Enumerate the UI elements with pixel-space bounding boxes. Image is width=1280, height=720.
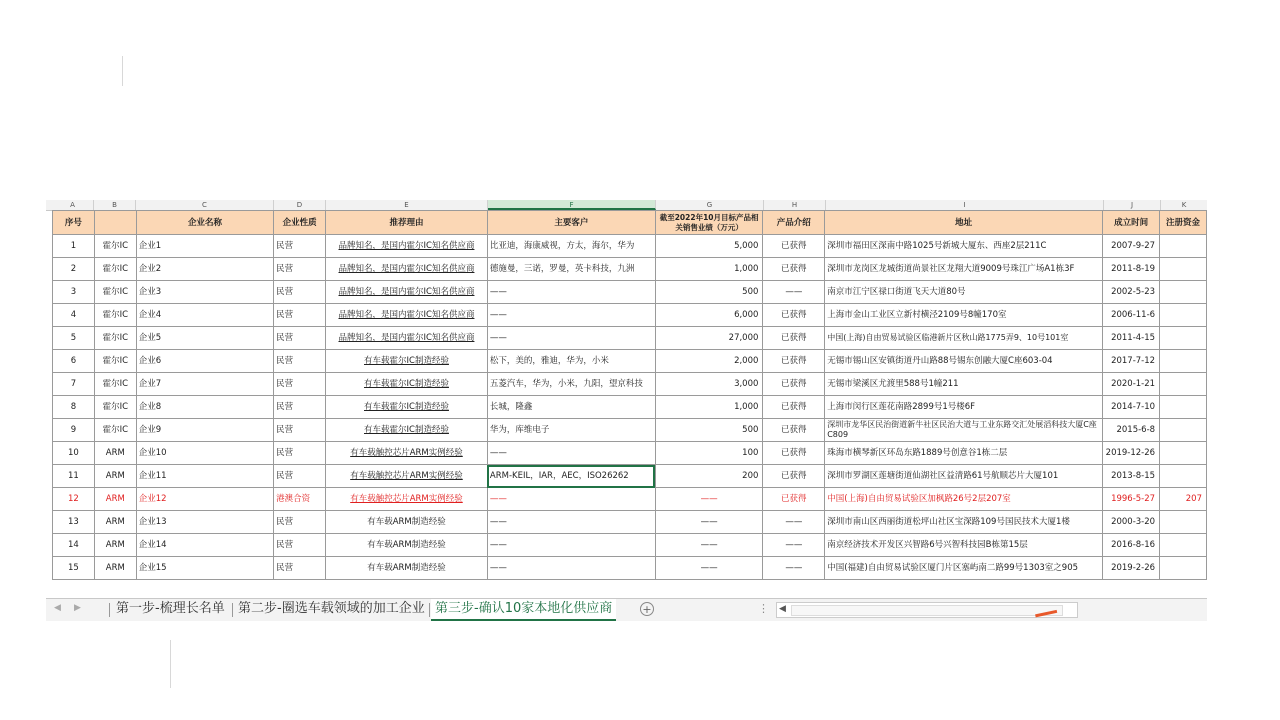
cell-sales[interactable]: 100	[655, 442, 763, 465]
cell-name[interactable]: 企业4	[136, 304, 273, 327]
cell-clients[interactable]: ——	[487, 511, 655, 534]
data-grid	[52, 210, 1207, 580]
cell-name[interactable]: 企业11	[136, 465, 273, 488]
cell-reason[interactable]: 有车载霍尔IC制造经验	[326, 373, 488, 396]
header-cell[interactable]: 序号	[53, 211, 95, 235]
cell-nature[interactable]: 民营	[274, 442, 326, 465]
cell-name[interactable]: 企业6	[136, 350, 273, 373]
cell-nature[interactable]: 民营	[274, 304, 326, 327]
tab-step-2[interactable]: 第二步-圈选车载领域的加工企业	[238, 601, 425, 616]
cell-intro[interactable]: 已获得	[763, 442, 825, 465]
cell-sales[interactable]: ——	[655, 488, 763, 511]
cell-type[interactable]: 霍尔IC	[94, 304, 136, 327]
cell-reason[interactable]: 品牌知名，是国内霍尔IC知名供应商	[326, 258, 488, 281]
tab-step-1[interactable]: 第一步-梳理长名单	[116, 601, 225, 616]
column-header-c[interactable]: C	[136, 200, 274, 210]
cell-capital[interactable]	[1160, 465, 1207, 488]
cell-reason[interactable]: 有车载触控芯片ARM实例经验	[326, 442, 488, 465]
cell-addr[interactable]: 中国(福建)自由贸易试验区厦门片区塞屿南二路99号1303室之905	[825, 557, 1103, 580]
cell-type[interactable]: 霍尔IC	[94, 281, 136, 304]
cell-name[interactable]: 企业10	[136, 442, 273, 465]
column-header-i[interactable]: I	[826, 200, 1104, 210]
cell-clients[interactable]: 松下，美的，雅迪，华为，小米	[487, 350, 655, 373]
cell-date[interactable]: 2016-8-16	[1103, 534, 1160, 557]
cell-clients[interactable]: ——	[487, 281, 655, 304]
scroll-left-icon[interactable]: ◀	[779, 604, 786, 614]
header-row	[53, 211, 1207, 235]
cell-nature[interactable]: 民营	[274, 396, 326, 419]
cell-capital[interactable]	[1160, 327, 1207, 350]
table-row	[53, 534, 1207, 557]
cell-capital[interactable]	[1160, 534, 1207, 557]
header-cell[interactable]: 地址	[825, 211, 1103, 235]
cell-type[interactable]: 霍尔IC	[94, 258, 136, 281]
cell-capital[interactable]: 207	[1160, 488, 1207, 511]
table-row	[53, 419, 1207, 442]
cell-intro[interactable]: 已获得	[763, 465, 825, 488]
cell-no[interactable]: 1	[53, 235, 95, 258]
cell-type[interactable]: ARM	[94, 488, 136, 511]
prev-sheet-icon[interactable]: ◀	[54, 603, 61, 613]
header-cell[interactable]: 推荐理由	[326, 211, 488, 235]
cell-intro[interactable]: 已获得	[763, 258, 825, 281]
cell-addr[interactable]: 无锡市梁溪区尤渡里588号1幢211	[825, 373, 1103, 396]
horizontal-scrollbar[interactable]	[776, 602, 1078, 618]
cell-reason[interactable]: 品牌知名，是国内霍尔IC知名供应商	[326, 304, 488, 327]
cell-date[interactable]: 2000-3-20	[1103, 511, 1160, 534]
cell-capital[interactable]	[1160, 557, 1207, 580]
tab-step-3[interactable]: 第三步-确认10家本地化供应商	[431, 599, 616, 621]
spreadsheet-view	[46, 200, 1207, 620]
cell-nature[interactable]: 港澳合资	[274, 488, 326, 511]
cell-addr[interactable]: 南京市江宁区禄口街道飞天大道80号	[825, 281, 1103, 304]
cell-type[interactable]: 霍尔IC	[94, 419, 136, 442]
header-cell[interactable]: 成立时间	[1103, 211, 1160, 235]
cell-name[interactable]: 企业3	[136, 281, 273, 304]
cell-date[interactable]: 2011-8-19	[1103, 258, 1160, 281]
cell-date[interactable]: 2017-7-12	[1103, 350, 1160, 373]
cell-date[interactable]: 2011-4-15	[1103, 327, 1160, 350]
tab-divider	[109, 603, 110, 617]
cell-clients[interactable]: ——	[487, 488, 655, 511]
cell-no[interactable]: 12	[53, 488, 95, 511]
cell-capital[interactable]	[1160, 350, 1207, 373]
cell-intro[interactable]: ——	[763, 511, 825, 534]
cell-no[interactable]: 15	[53, 557, 95, 580]
cell-reason[interactable]: 有车载ARM制造经验	[326, 534, 488, 557]
cell-addr[interactable]: 中国(上海)自由贸易试验区加枫路26号2层207室	[825, 488, 1103, 511]
cell-capital[interactable]	[1160, 396, 1207, 419]
cell-name[interactable]: 企业5	[136, 327, 273, 350]
cell-date[interactable]: 2019-12-26	[1103, 442, 1160, 465]
cell-capital[interactable]	[1160, 373, 1207, 396]
cell-intro[interactable]: ——	[763, 534, 825, 557]
cell-no[interactable]: 10	[53, 442, 95, 465]
more-options-icon[interactable]: ⋮	[758, 602, 769, 615]
cell-clients[interactable]: ——	[487, 557, 655, 580]
cell-addr[interactable]: 南京经济技术开发区兴智路6号兴智科技园B栋第15层	[825, 534, 1103, 557]
cell-intro[interactable]: 已获得	[763, 396, 825, 419]
cell-type[interactable]: ARM	[94, 534, 136, 557]
cell-sales[interactable]: 2,000	[655, 350, 763, 373]
cell-nature[interactable]: 民营	[274, 258, 326, 281]
column-header-e[interactable]: E	[326, 200, 488, 210]
cell-capital[interactable]	[1160, 511, 1207, 534]
table-row	[53, 304, 1207, 327]
cell-nature[interactable]: 民营	[274, 465, 326, 488]
table-row	[53, 350, 1207, 373]
header-cell[interactable]: 企业性质	[274, 211, 326, 235]
cell-sales[interactable]: 3,000	[655, 373, 763, 396]
table-row	[53, 488, 1207, 511]
cell-type[interactable]: 霍尔IC	[94, 350, 136, 373]
cell-clients[interactable]: ARM-KEIL，IAR，AEC，ISO26262	[487, 465, 655, 488]
header-cell[interactable]: 主要客户	[487, 211, 655, 235]
cell-reason[interactable]: 有车载ARM制造经验	[326, 557, 488, 580]
cell-nature[interactable]: 民营	[274, 235, 326, 258]
cell-intro[interactable]: 已获得	[763, 373, 825, 396]
cell-clients[interactable]: 德施曼，三诺，罗曼，英卡科技，九洲	[487, 258, 655, 281]
cell-addr[interactable]: 无锡市锡山区安镇街道丹山路88号锡东创融大厦C座603-04	[825, 350, 1103, 373]
cell-no[interactable]: 5	[53, 327, 95, 350]
cell-name[interactable]: 企业7	[136, 373, 273, 396]
cell-reason[interactable]: 有车载霍尔IC制造经验	[326, 350, 488, 373]
header-cell[interactable]: 注册资金	[1160, 211, 1207, 235]
table-row	[53, 281, 1207, 304]
cell-type[interactable]: ARM	[94, 557, 136, 580]
cell-sales[interactable]: ——	[655, 534, 763, 557]
cell-type[interactable]: ARM	[94, 465, 136, 488]
cell-date[interactable]: 2002-5-23	[1103, 281, 1160, 304]
cell-sales[interactable]: 6,000	[655, 304, 763, 327]
cell-date[interactable]: 1996-5-27	[1103, 488, 1160, 511]
cell-nature[interactable]: 民营	[274, 557, 326, 580]
cell-nature[interactable]: 民营	[274, 350, 326, 373]
cell-addr[interactable]: 深圳市南山区西丽街道松坪山社区宝深路109号国民技术大厦1楼	[825, 511, 1103, 534]
cell-no[interactable]: 3	[53, 281, 95, 304]
cell-reason[interactable]: 品牌知名，是国内霍尔IC知名供应商	[326, 235, 488, 258]
cell-name[interactable]: 企业2	[136, 258, 273, 281]
cell-intro[interactable]: 已获得	[763, 488, 825, 511]
cell-type[interactable]: 霍尔IC	[94, 396, 136, 419]
table-row	[53, 442, 1207, 465]
cell-clients[interactable]: ——	[487, 327, 655, 350]
cell-addr[interactable]: 深圳市龙华区民治街道新牛社区民治大道与工业东路交汇处展滔科技大厦C座C809	[825, 419, 1103, 442]
cell-sales[interactable]: 5,000	[655, 235, 763, 258]
cell-reason[interactable]: 有车载触控芯片ARM实例经验	[326, 488, 488, 511]
cell-clients[interactable]: ——	[487, 534, 655, 557]
cell-date[interactable]: 2015-6-8	[1103, 419, 1160, 442]
cell-no[interactable]: 6	[53, 350, 95, 373]
cell-sales[interactable]: 1,000	[655, 258, 763, 281]
cell-sales[interactable]: ——	[655, 557, 763, 580]
cell-clients[interactable]: ——	[487, 442, 655, 465]
cell-name[interactable]: 企业13	[136, 511, 273, 534]
faint-divider-bottom	[170, 640, 171, 688]
cell-nature[interactable]: 民营	[274, 373, 326, 396]
cell-name[interactable]: 企业12	[136, 488, 273, 511]
cell-intro[interactable]: 已获得	[763, 327, 825, 350]
cell-capital[interactable]	[1160, 281, 1207, 304]
cell-nature[interactable]: 民营	[274, 419, 326, 442]
cell-intro[interactable]: 已获得	[763, 419, 825, 442]
column-header-a[interactable]: A	[52, 200, 94, 210]
cell-name[interactable]: 企业1	[136, 235, 273, 258]
cell-type[interactable]: 霍尔IC	[94, 235, 136, 258]
cell-intro[interactable]: 已获得	[763, 235, 825, 258]
cell-no[interactable]: 8	[53, 396, 95, 419]
column-header-d[interactable]: D	[274, 200, 326, 210]
tab-divider	[429, 603, 430, 617]
column-header-h[interactable]: H	[764, 200, 826, 210]
tab-divider	[232, 603, 233, 617]
cell-addr[interactable]: 中国(上海)自由贸易试验区临港新片区秋山路1775弄9、10号101室	[825, 327, 1103, 350]
cell-addr[interactable]: 上海市闵行区莲花南路2899号1号楼6F	[825, 396, 1103, 419]
cell-clients[interactable]: 长城，隆鑫	[487, 396, 655, 419]
cell-addr[interactable]: 深圳市龙岗区龙城街道尚景社区龙翔大道9009号珠江广场A1栋3F	[825, 258, 1103, 281]
next-sheet-icon[interactable]: ▶	[74, 603, 81, 613]
column-header-k[interactable]: K	[1161, 200, 1207, 210]
cell-intro[interactable]: ——	[763, 557, 825, 580]
cell-sales[interactable]: 500	[655, 281, 763, 304]
add-sheet-icon[interactable]: +	[640, 602, 654, 616]
cell-nature[interactable]: 民营	[274, 511, 326, 534]
table-row	[53, 327, 1207, 350]
cell-addr[interactable]: 深圳市罗湖区莲塘街道仙湖社区益清路61号航顺芯片大厦101	[825, 465, 1103, 488]
cell-clients[interactable]: 五菱汽车，华为，小米，九阳，望京科技	[487, 373, 655, 396]
cell-addr[interactable]: 深圳市福田区深南中路1025号新城大厦东、西座2层211C	[825, 235, 1103, 258]
cell-no[interactable]: 9	[53, 419, 95, 442]
cell-clients[interactable]: 比亚迪，海康威视，方太，海尔，华为	[487, 235, 655, 258]
cell-capital[interactable]	[1160, 258, 1207, 281]
cell-addr[interactable]: 上海市金山工业区立新村横泾2109号8幢170室	[825, 304, 1103, 327]
cell-reason[interactable]: 品牌知名，是国内霍尔IC知名供应商	[326, 281, 488, 304]
cell-name[interactable]: 企业15	[136, 557, 273, 580]
cell-capital[interactable]	[1160, 419, 1207, 442]
faint-divider-top	[122, 56, 123, 86]
table-row	[53, 235, 1207, 258]
table-row	[53, 557, 1207, 580]
cell-reason[interactable]: 有车载触控芯片ARM实例经验	[326, 465, 488, 488]
cell-nature[interactable]: 民营	[274, 327, 326, 350]
sheet-tab-bar	[46, 598, 1207, 621]
cell-clients[interactable]: 华为，库维电子	[487, 419, 655, 442]
cell-reason[interactable]: 品牌知名，是国内霍尔IC知名供应商	[326, 327, 488, 350]
table-row	[53, 465, 1207, 488]
header-cell[interactable]	[94, 211, 136, 235]
table-row	[53, 258, 1207, 281]
cell-date[interactable]: 2020-1-21	[1103, 373, 1160, 396]
cell-sales[interactable]: 200	[655, 465, 763, 488]
cell-no[interactable]: 2	[53, 258, 95, 281]
table-row	[53, 396, 1207, 419]
column-header-f[interactable]: F	[488, 200, 656, 210]
header-cell[interactable]: 产品介绍	[763, 211, 825, 235]
cell-type[interactable]: ARM	[94, 511, 136, 534]
cell-capital[interactable]	[1160, 442, 1207, 465]
column-header-b[interactable]: B	[94, 200, 136, 210]
table-row	[53, 511, 1207, 534]
header-cell[interactable]: 截至2022年10月目标产品相关销售业绩（万元）	[655, 211, 763, 235]
cell-name[interactable]: 企业14	[136, 534, 273, 557]
cell-capital[interactable]	[1160, 235, 1207, 258]
cell-no[interactable]: 7	[53, 373, 95, 396]
cell-date[interactable]: 2013-8-15	[1103, 465, 1160, 488]
column-header-g[interactable]: G	[656, 200, 764, 210]
cell-no[interactable]: 13	[53, 511, 95, 534]
header-cell[interactable]: 企业名称	[136, 211, 273, 235]
cell-date[interactable]: 2014-7-10	[1103, 396, 1160, 419]
cell-reason[interactable]: 有车载霍尔IC制造经验	[326, 419, 488, 442]
cell-no[interactable]: 14	[53, 534, 95, 557]
cell-clients[interactable]: ——	[487, 304, 655, 327]
cell-no[interactable]: 4	[53, 304, 95, 327]
cell-intro[interactable]: 已获得	[763, 304, 825, 327]
table-row	[53, 373, 1207, 396]
cell-sales[interactable]: 1,000	[655, 396, 763, 419]
cell-reason[interactable]: 有车载霍尔IC制造经验	[326, 396, 488, 419]
cell-type[interactable]: 霍尔IC	[94, 327, 136, 350]
cell-name[interactable]: 企业9	[136, 419, 273, 442]
cell-nature[interactable]: 民营	[274, 281, 326, 304]
cell-no[interactable]: 11	[53, 465, 95, 488]
cell-intro[interactable]: ——	[763, 281, 825, 304]
cell-type[interactable]: 霍尔IC	[94, 373, 136, 396]
cell-sales[interactable]: 500	[655, 419, 763, 442]
cell-reason[interactable]: 有车载ARM制造经验	[326, 511, 488, 534]
column-header-j[interactable]: J	[1104, 200, 1161, 210]
cell-type[interactable]: ARM	[94, 442, 136, 465]
cell-addr[interactable]: 珠海市横琴新区环岛东路1889号创意谷1栋二层	[825, 442, 1103, 465]
cell-date[interactable]: 2006-11-6	[1103, 304, 1160, 327]
scrollbar-thumb[interactable]	[791, 605, 1063, 616]
cell-sales[interactable]: 27,000	[655, 327, 763, 350]
cell-nature[interactable]: 民营	[274, 534, 326, 557]
cell-name[interactable]: 企业8	[136, 396, 273, 419]
cell-sales[interactable]: ——	[655, 511, 763, 534]
cell-capital[interactable]	[1160, 304, 1207, 327]
cell-date[interactable]: 2019-2-26	[1103, 557, 1160, 580]
cell-intro[interactable]: 已获得	[763, 350, 825, 373]
cell-date[interactable]: 2007-9-27	[1103, 235, 1160, 258]
